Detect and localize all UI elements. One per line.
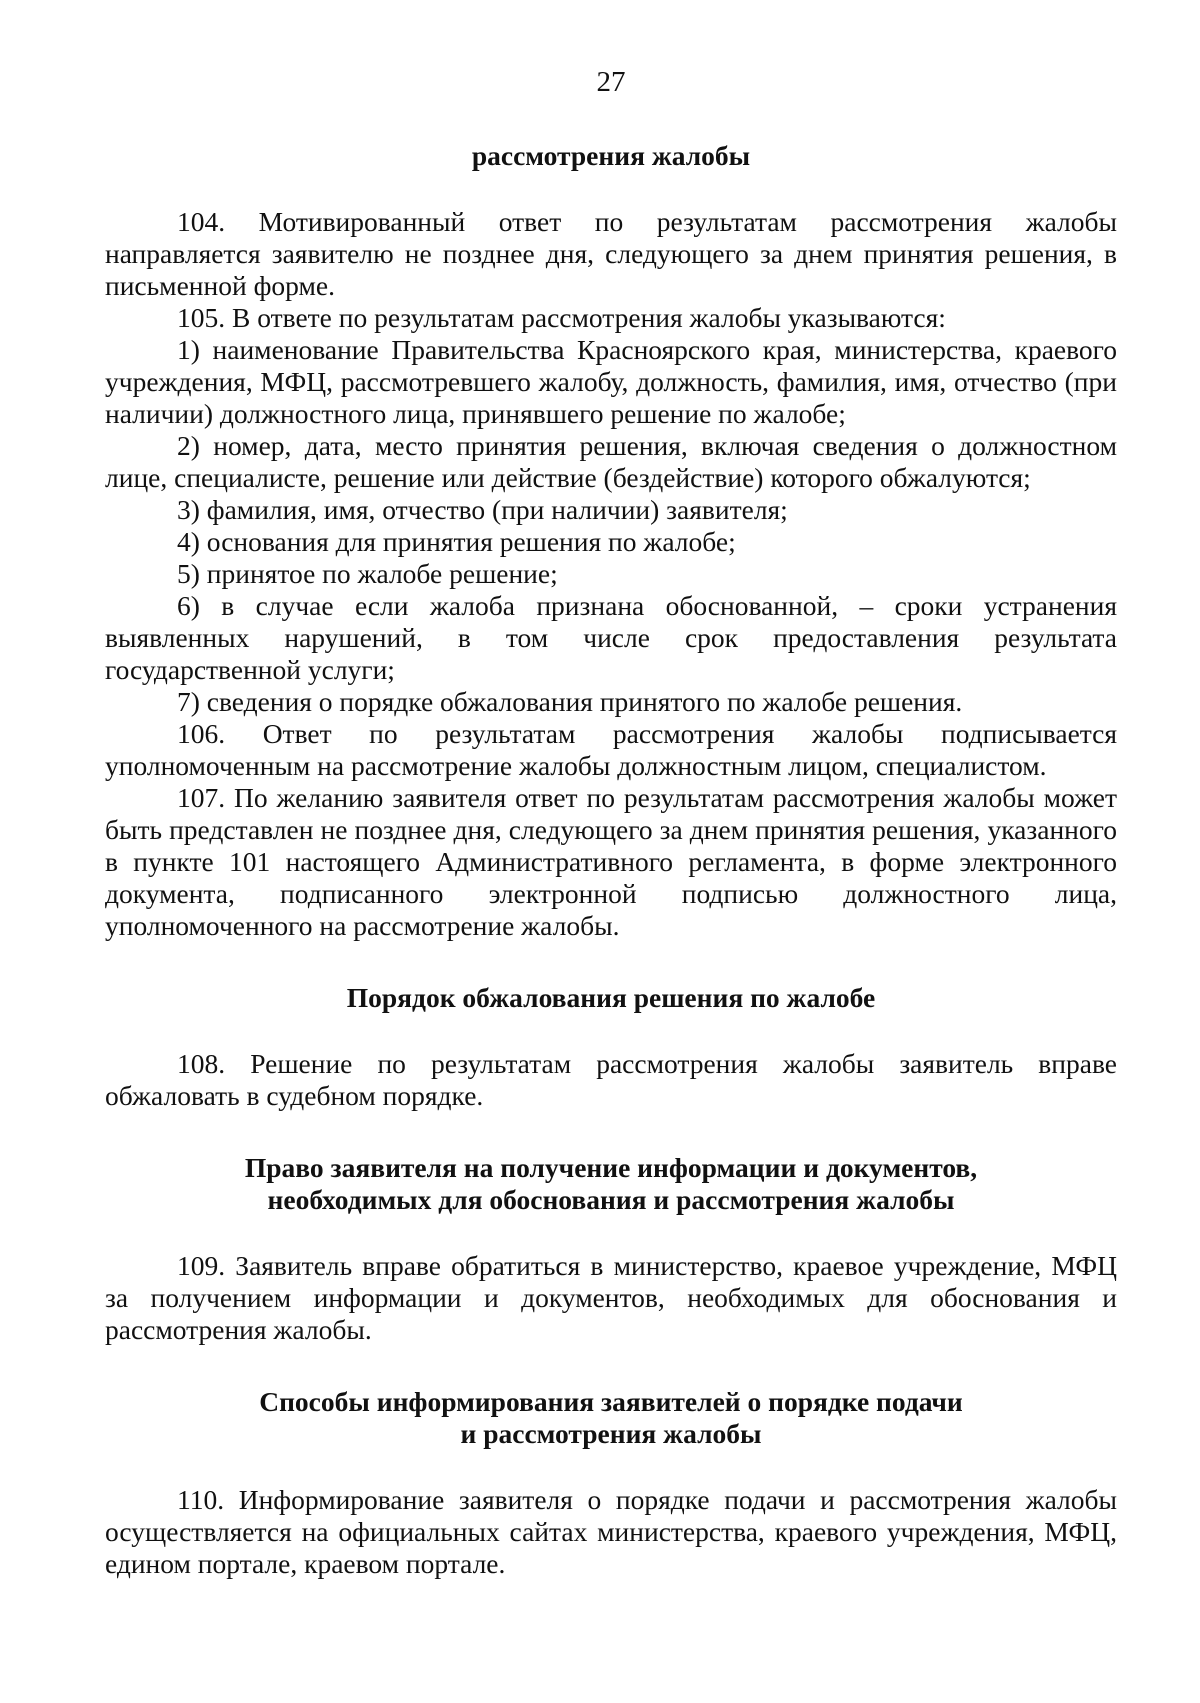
- list-item-5: 5) принятое по жалобе решение;: [177, 558, 558, 589]
- section-heading-appeal-procedure: Порядок обжалования решения по жалобе: [346, 982, 876, 1013]
- heading-line: и рассмотрения жалобы: [460, 1418, 762, 1449]
- section-heading-right-to-information: [105, 1152, 1117, 1216]
- paragraph-107: 107. По желанию заявителя ответ по результатам рассмотрения жалобы может быть представлен не позднее дня, следующего за днем принятия решения, указанного в пункте 101 настоящего Административного регламента, в форме электронного документа, подписанного электронной подписью должностного лица, уполномоченного на рассмотрение жалобы.: [105, 782, 1117, 941]
- page-number: 27: [596, 66, 626, 98]
- paragraph-108: 108. Решение по результатам рассмотрения жалобы заявитель вправе обжаловать в судебном порядке.: [105, 1048, 1117, 1111]
- section-heading-informing-methods: [105, 1386, 1117, 1450]
- list-item-3: 3) фамилия, имя, отчество (при наличии) заявителя;: [177, 494, 788, 525]
- list-item-7: 7) сведения о порядке обжалования принятого по жалобе решения.: [177, 686, 963, 717]
- paragraph-109: 109. Заявитель вправе обратиться в министерство, краевое учреждение, МФЦ за получением информации и документов, необходимых для обоснования и рассмотрения жалобы.: [105, 1250, 1117, 1345]
- list-item-6: 6) в случае если жалоба признана обоснованной, – сроки устранения выявленных нарушений, в том числе срок предоставления результата государственной услуги;: [105, 590, 1117, 685]
- heading-line: необходимых для обоснования и рассмотрения жалобы: [267, 1184, 955, 1215]
- heading-line: Способы информирования заявителей о порядке подачи: [259, 1386, 963, 1417]
- paragraph-106: 106. Ответ по результатам рассмотрения жалобы подписывается уполномоченным на рассмотрение жалобы должностным лицом, специалистом.: [105, 718, 1117, 781]
- list-item-2: 2) номер, дата, место принятия решения, включая сведения о должностном лице, специалисте, решение или действие (бездействие) которого обжалуются;: [105, 430, 1117, 493]
- list-item-1: 1) наименование Правительства Красноярского края, министерства, краевого учреждения, МФЦ, рассмотревшего жалобу, должность, фамилия, имя, отчество (при наличии) должностного лица, принявшего решение по жалобе;: [105, 334, 1117, 429]
- list-item-4: 4) основания для принятия решения по жалобе;: [177, 526, 736, 557]
- heading-line: Право заявителя на получение информации и документов,: [244, 1152, 978, 1183]
- paragraph-104: 104. Мотивированный ответ по результатам рассмотрения жалобы направляется заявителю не позднее дня, следующего за днем принятия решения, в письменной форме.: [105, 206, 1117, 301]
- document-content: [105, 140, 1117, 1580]
- section-heading-review: рассмотрения жалобы: [471, 140, 751, 171]
- paragraph-105: 105. В ответе по результатам рассмотрения жалобы указываются:: [177, 302, 946, 333]
- paragraph-110: 110. Информирование заявителя о порядке подачи и рассмотрения жалобы осуществляется на официальных сайтах министерства, краевого учреждения, МФЦ, едином портале, краевом портале.: [105, 1484, 1117, 1579]
